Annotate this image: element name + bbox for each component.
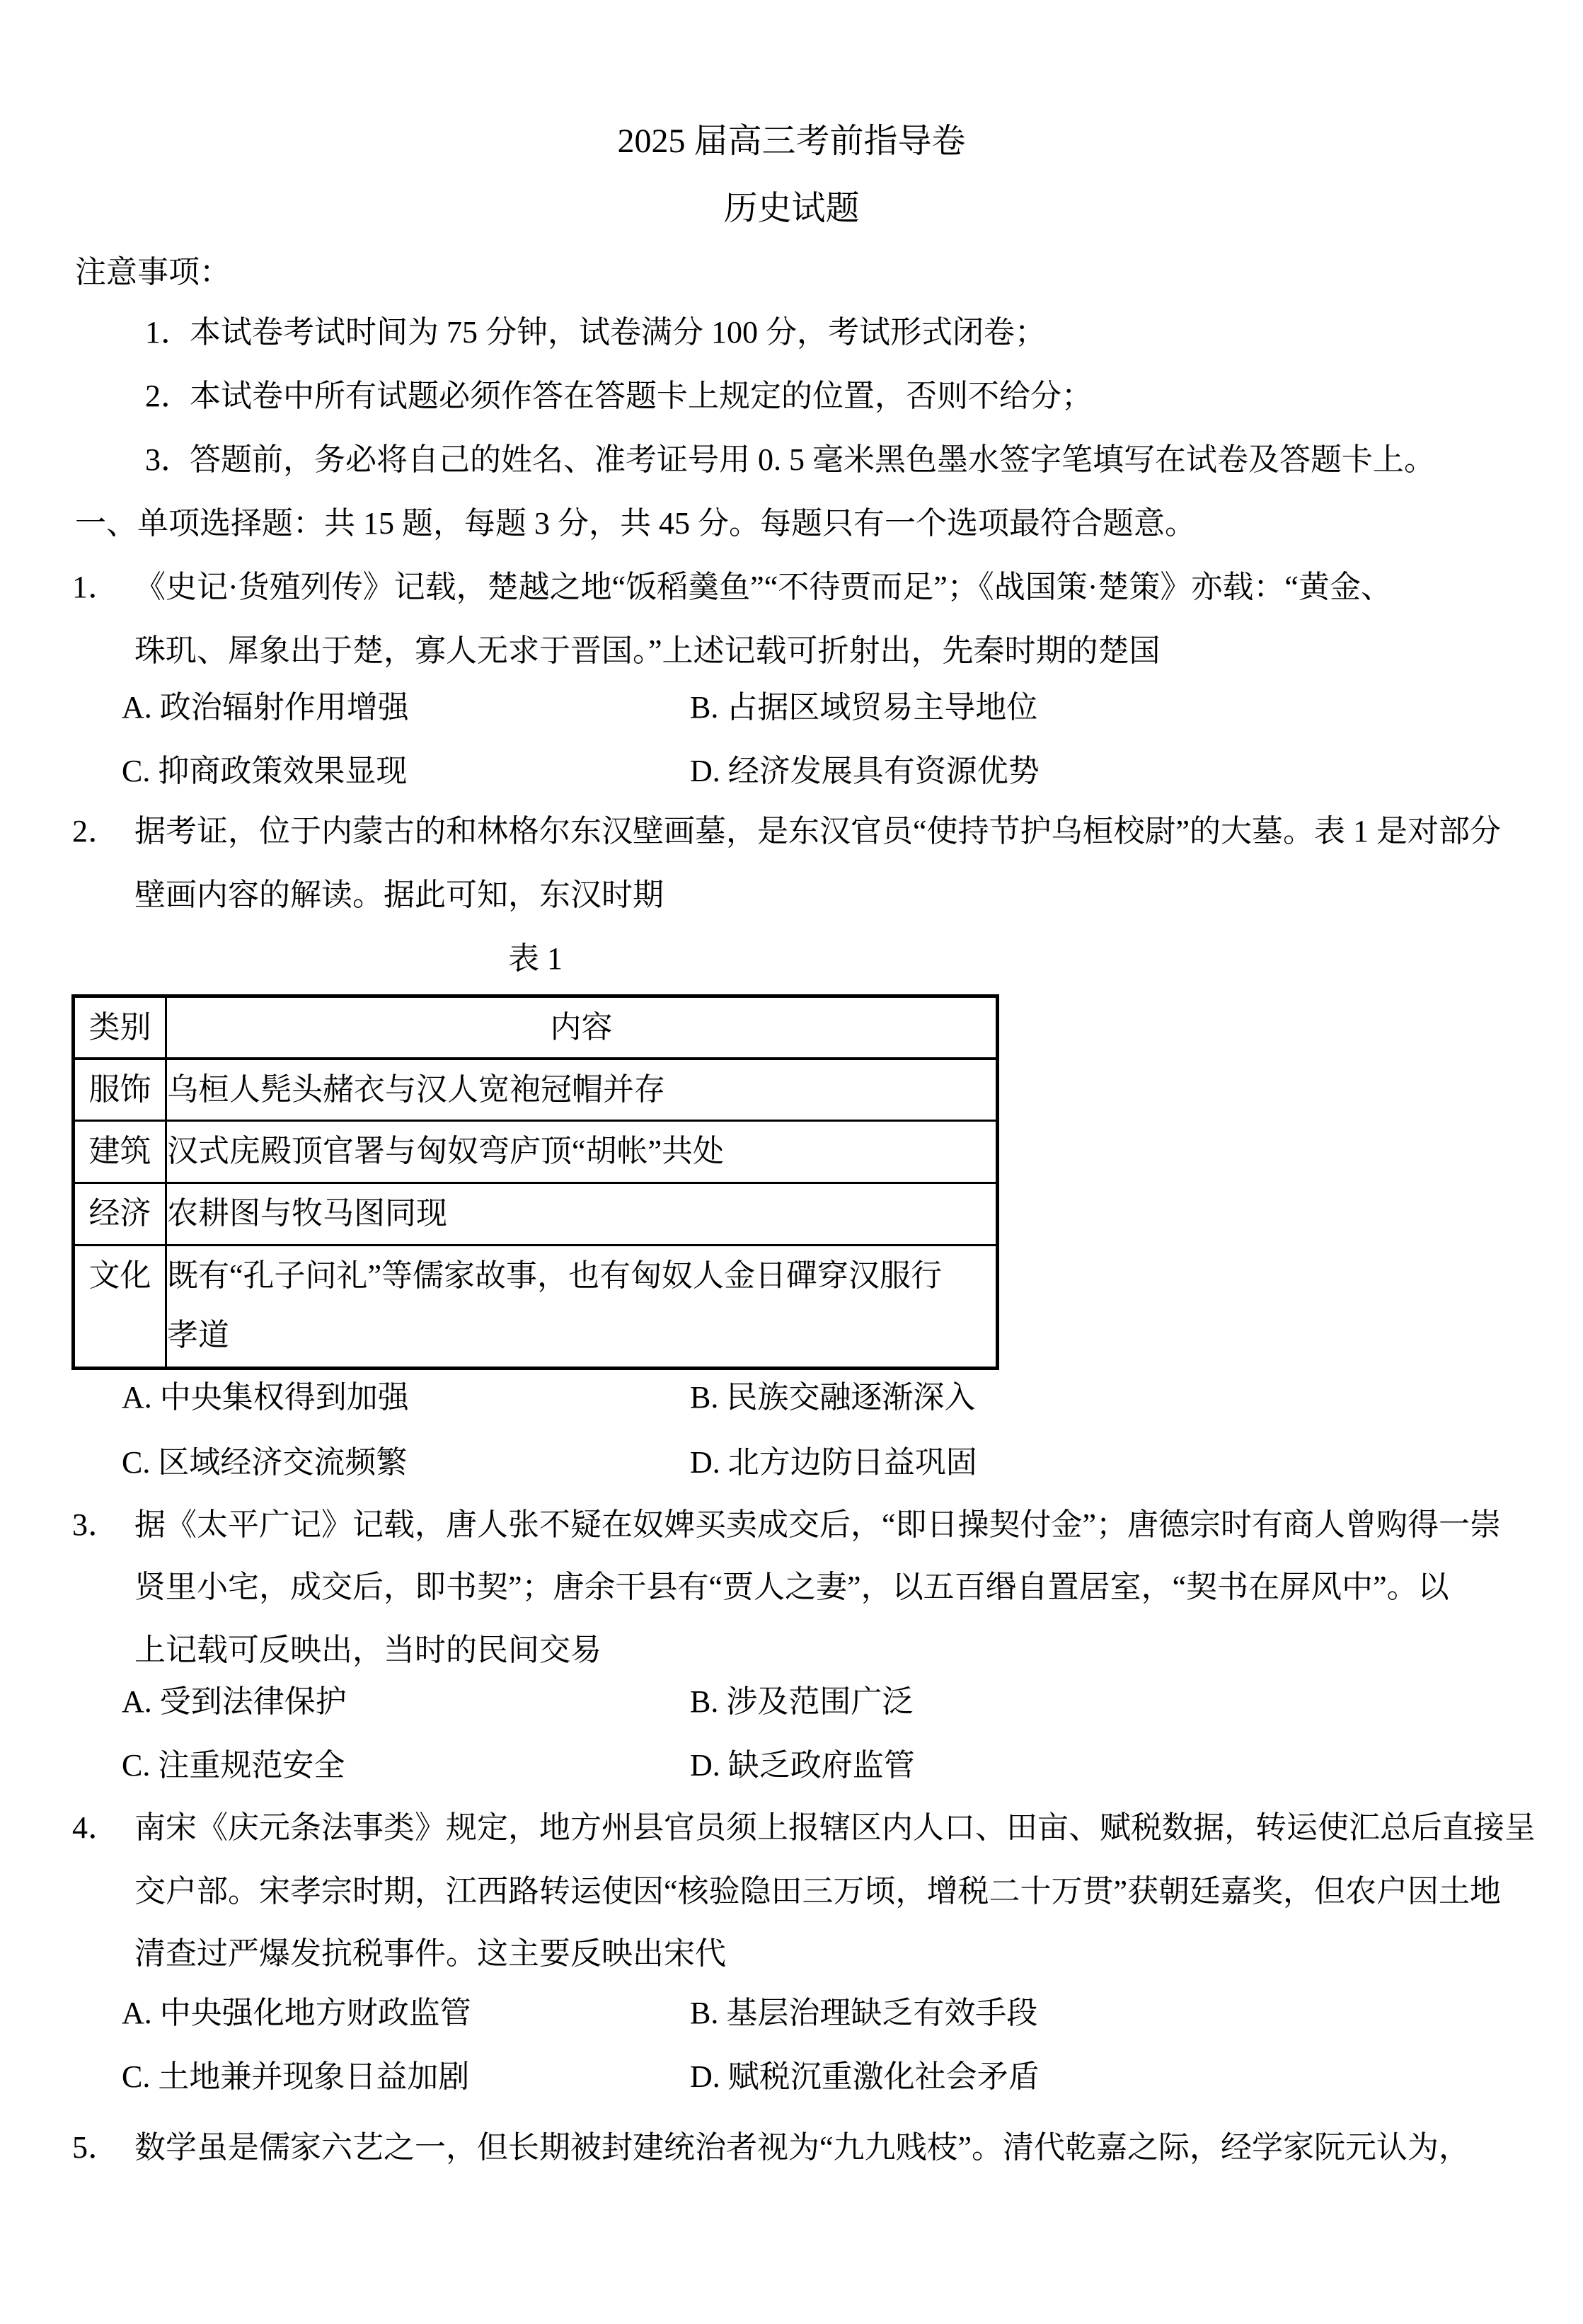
option-b: B. 涉及范围广泛 xyxy=(690,1684,914,1719)
question-text: 贤里小宅，成交后，即书契”；唐余干县有“贾人之妻”，以五百缗自置居室，“契书在屏风中”。以 xyxy=(134,1570,1449,1604)
table-cell-line: 既有“孔子问礼”等儒家故事，也有匈奴人金日磾穿汉服行 xyxy=(167,1258,943,1293)
question-5-line xyxy=(0,2116,1583,2180)
table-row-content xyxy=(166,1121,998,1183)
notice-heading: 注意事项： xyxy=(75,255,231,289)
option-c: C. 注重规范安全 xyxy=(122,1748,345,1783)
table-1 xyxy=(71,994,999,1370)
table-row xyxy=(74,1246,998,1369)
question-text: 据考证，位于内蒙古的和林格尔东汉壁画墓，是东汉官员“使持节护乌桓校尉”的大墓。表 1 是对部分 xyxy=(134,814,1502,849)
table-cell-line: 汉式庑殿顶官署与匈奴弯庐顶“胡帐”共处 xyxy=(167,1134,725,1168)
question-2-options-row xyxy=(0,1366,1583,1430)
table-row-content xyxy=(166,1246,998,1369)
notice-item xyxy=(0,428,1583,492)
question-4-line xyxy=(0,1860,1583,1923)
question-text: 上记载可反映出，当时的民间交易 xyxy=(134,1633,601,1667)
question-number: 5． xyxy=(72,2130,119,2165)
page-title: 2025 届高三考前指导卷 xyxy=(617,122,966,160)
table-cell-line: 乌桓人髡头赭衣与汉人宽袍冠帽并存 xyxy=(167,1072,665,1107)
option-c: C. 区域经济交流频繁 xyxy=(122,1445,408,1480)
notice-item-text: 本试卷考试时间为 75 分钟，试卷满分 100 分，考试形式闭卷； xyxy=(190,315,1046,350)
option-d: D. 北方边防日益巩固 xyxy=(690,1445,977,1480)
table-row xyxy=(74,1121,998,1183)
question-4-options-row xyxy=(0,2045,1583,2109)
question-4-line xyxy=(0,1922,1583,1986)
option-d: D. 赋税沉重激化社会矛盾 xyxy=(690,2059,1040,2094)
question-text: 清查过严爆发抗税事件。这主要反映出宋代 xyxy=(134,1936,726,1971)
table-cell-line: 农耕图与牧马图同现 xyxy=(167,1196,447,1231)
table-row-label: 建筑 xyxy=(74,1121,166,1183)
table-row-label: 经济 xyxy=(74,1183,166,1246)
notice-item-number: 3． xyxy=(145,442,192,477)
notice-item-text: 本试卷中所有试题必须作答在答题卡上规定的位置，否则不给分； xyxy=(190,379,1093,413)
option-d: D. 经济发展具有资源优势 xyxy=(690,754,1040,788)
section-heading: 一、单项选择题：共 15 题，每题 3 分，共 45 分。每题只有一个选项最符合题意。 xyxy=(75,506,1196,541)
table-row-content xyxy=(166,1183,998,1246)
notice-item-number: 2． xyxy=(145,379,192,413)
option-a: A. 政治辐射作用增强 xyxy=(122,690,409,725)
question-number: 2． xyxy=(72,814,119,849)
option-c: C. 抑商政策效果显现 xyxy=(122,754,408,788)
table-caption: 表 1 xyxy=(508,941,563,976)
option-a: A. 中央强化地方财政监管 xyxy=(122,1996,471,2030)
question-text: 数学虽是儒家六艺之一，但长期被封建统治者视为“九九贱枝”。清代乾嘉之际，经学家阮元认为， xyxy=(134,2130,1470,2165)
table-row-content xyxy=(166,1059,998,1121)
option-b: B. 民族交融逐渐深入 xyxy=(690,1380,976,1415)
table-row xyxy=(74,1059,998,1121)
section-heading-row xyxy=(0,492,1583,556)
question-text: 壁画内容的解读。据此可知，东汉时期 xyxy=(134,878,664,912)
question-number: 3． xyxy=(72,1507,119,1542)
question-1-line xyxy=(0,619,1583,683)
question-number: 1． xyxy=(72,570,119,604)
table-cell-line: 孝道 xyxy=(167,1318,229,1352)
option-b: B. 基层治理缺乏有效手段 xyxy=(690,1996,1038,2030)
table-row-label: 文化 xyxy=(74,1246,166,1369)
question-2-line xyxy=(0,800,1583,863)
question-3-options-row xyxy=(0,1670,1583,1734)
question-3-options-row xyxy=(0,1734,1583,1797)
notice-item-number: 1． xyxy=(145,315,192,350)
question-number: 4． xyxy=(72,1810,119,1845)
question-text: 珠玑、犀象出于楚，寡人无求于晋国。”上述记载可折射出，先秦时期的楚国 xyxy=(134,633,1161,668)
table-row xyxy=(74,1183,998,1246)
page-subtitle: 历史试题 xyxy=(723,190,860,227)
question-4-options-row xyxy=(0,1981,1583,2045)
question-4-line xyxy=(0,1796,1583,1860)
option-b: B. 占据区域贸易主导地位 xyxy=(690,690,1038,725)
question-1-options-row xyxy=(0,740,1583,803)
table-header-row xyxy=(74,996,998,1059)
question-3-line xyxy=(0,1493,1583,1557)
table-header-category: 类别 xyxy=(74,996,166,1059)
notice-heading-row xyxy=(0,241,1583,304)
option-a: A. 中央集权得到加强 xyxy=(122,1380,409,1415)
question-text: 交户部。宋孝宗时期，江西路转运使因“核验隐田三万顷，增税二十万贯”获朝廷嘉奖，但农户因土地 xyxy=(134,1874,1502,1909)
question-text: 据《太平广记》记载，唐人张不疑在奴婢买卖成交后，“即日操契付金”；唐德宗时有商人曾购得一崇 xyxy=(134,1507,1502,1542)
table-row-label: 服饰 xyxy=(74,1059,166,1121)
option-a: A. 受到法律保护 xyxy=(122,1684,347,1719)
question-3-line xyxy=(0,1555,1583,1619)
notice-item xyxy=(0,364,1583,428)
question-1-line xyxy=(0,556,1583,619)
notice-item xyxy=(0,301,1583,364)
option-c: C. 土地兼并现象日益加剧 xyxy=(122,2059,470,2094)
table-header-content: 内容 xyxy=(166,996,998,1059)
notice-item-text: 答题前，务必将自己的姓名、准考证号用 0. 5 毫米黑色墨水签字笔填写在试卷及答题卡上。 xyxy=(190,442,1435,477)
question-text: 南宋《庆元条法事类》规定，地方州县官员须上报辖区内人口、田亩、赋税数据，转运使汇总后直接呈 xyxy=(134,1810,1536,1845)
option-d: D. 缺乏政府监管 xyxy=(690,1748,915,1783)
question-text: 《史记·货殖列传》记载，楚越之地“饭稻羹鱼”“不待贾而足”；《战国策·楚策》亦载：“黄金、 xyxy=(134,570,1392,604)
question-2-line xyxy=(0,863,1583,927)
question-1-options-row xyxy=(0,676,1583,740)
question-2-options-row xyxy=(0,1431,1583,1495)
